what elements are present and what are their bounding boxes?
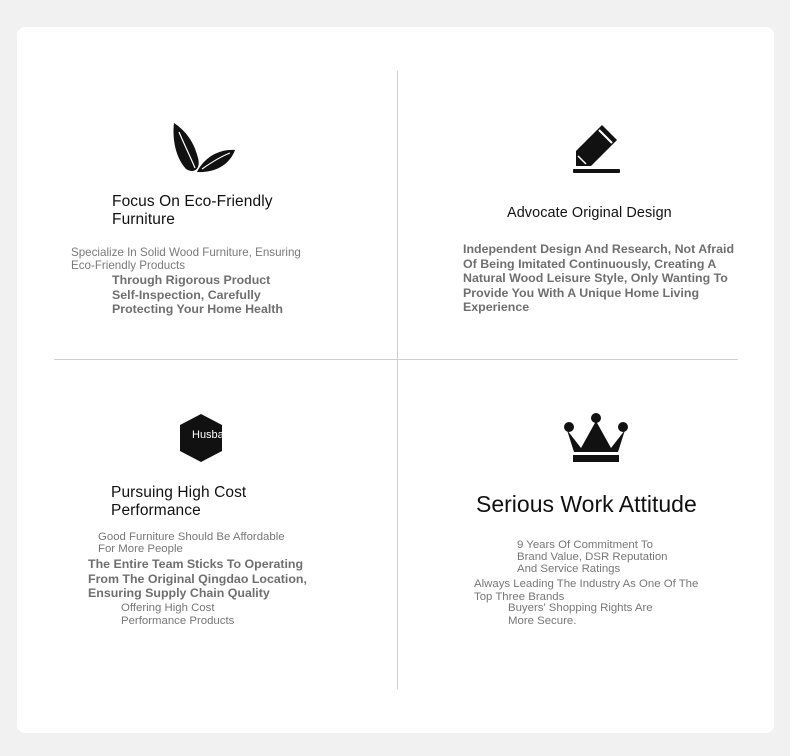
work-sub-line3: And Service Ratings bbox=[517, 563, 621, 575]
eco-title-line1: Focus On Eco-Friendly bbox=[112, 193, 273, 210]
work-sub-line1: 9 Years Of Commitment To bbox=[517, 539, 653, 551]
eco-desc-line2: Self-Inspection, Carefully bbox=[112, 287, 261, 302]
crown-icon bbox=[563, 412, 629, 464]
horizontal-divider bbox=[54, 359, 738, 360]
eco-description bbox=[112, 273, 283, 317]
cost-sub-line2: For More People bbox=[98, 542, 183, 555]
shield-icon bbox=[179, 413, 237, 463]
work-sub-line2: Brand Value, DSR Reputation bbox=[517, 550, 668, 563]
cost-desc-line3: Ensuring Supply Chain Quality bbox=[88, 586, 270, 600]
design-desc-line1: Independent Design And Research, Not Afraid bbox=[463, 242, 735, 256]
pencil-icon bbox=[572, 123, 622, 175]
cost-sub-line1: Good Furniture Should Be Affordable bbox=[98, 531, 285, 543]
work-desc-line2: Top Three Brands bbox=[474, 591, 565, 603]
cost-extra bbox=[121, 602, 234, 628]
work-desc-line1: Always Leading The Industry As One Of The bbox=[474, 578, 699, 590]
eco-sub-line1: Specialize In Solid Wood Furniture, Ensuring bbox=[71, 246, 301, 259]
design-desc-line3: Natural Wood Leisure Style, Only Wanting To bbox=[463, 271, 728, 285]
work-description bbox=[474, 578, 698, 604]
eco-title bbox=[112, 193, 273, 229]
vertical-divider bbox=[397, 71, 398, 689]
work-extra-line2: More Secure. bbox=[508, 615, 577, 627]
shield-icon-text: Husband bbox=[192, 429, 237, 441]
cost-title-line1: Pursuing High Cost bbox=[111, 484, 247, 501]
cost-description bbox=[88, 557, 307, 601]
cost-desc-line2: From The Original Qingdao Location, bbox=[88, 571, 307, 586]
eco-sub-line2: Eco-Friendly Products bbox=[71, 259, 186, 272]
design-description bbox=[463, 242, 734, 315]
design-title: Advocate Original Design bbox=[507, 205, 672, 221]
leaf-icon bbox=[172, 122, 236, 174]
eco-desc-line3: Protecting Your Home Health bbox=[112, 302, 283, 316]
design-desc-line4: Provide You With A Unique Home Living bbox=[463, 285, 700, 300]
work-extra bbox=[508, 602, 653, 628]
cost-title bbox=[111, 484, 246, 520]
cost-desc-line1: The Entire Team Sticks To Operating bbox=[88, 557, 304, 571]
work-subtitle bbox=[517, 540, 668, 576]
cost-extra-line1: Offering High Cost bbox=[121, 602, 215, 614]
design-desc-line5: Experience bbox=[463, 300, 530, 314]
cost-title-line2: Performance bbox=[111, 502, 201, 519]
work-extra-line1: Buyers' Shopping Rights Are bbox=[508, 602, 653, 614]
eco-desc-line1: Through Rigorous Product bbox=[112, 273, 271, 287]
work-title: Serious Work Attitude bbox=[476, 491, 697, 517]
design-desc-line2: Of Being Imitated Continuously, Creating A bbox=[463, 256, 717, 271]
eco-title-line2: Furniture bbox=[112, 211, 175, 228]
cost-subtitle bbox=[98, 532, 285, 555]
cost-extra-line2: Performance Products bbox=[121, 615, 235, 627]
eco-subtitle bbox=[71, 246, 301, 272]
